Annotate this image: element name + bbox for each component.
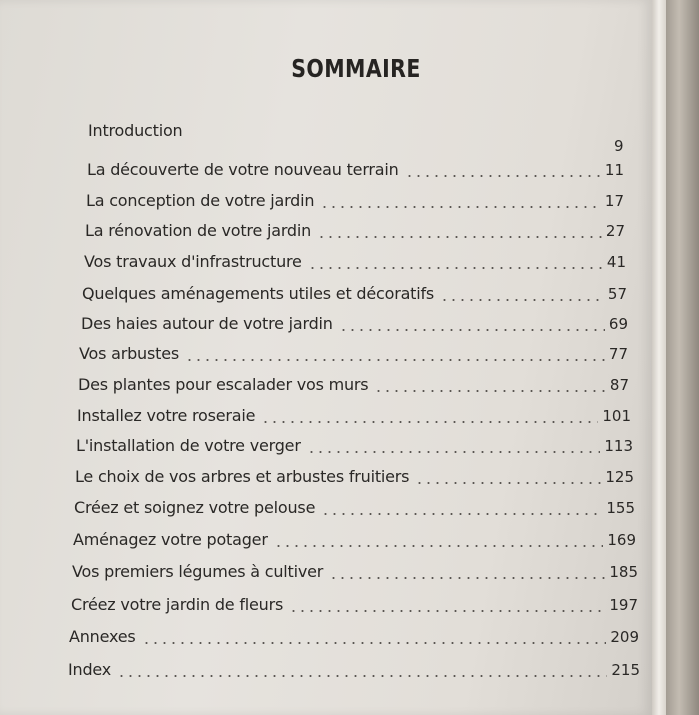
book-binding (666, 0, 699, 715)
toc-page: 11 (604, 161, 624, 179)
dot-leader (185, 359, 605, 361)
toc-row (72, 554, 638, 582)
dot-leader (274, 545, 604, 547)
toc-page: 101 (602, 407, 631, 425)
dot-leader (415, 482, 601, 484)
toc-label: Le choix de vos arbres et arbustes fruitiers (75, 467, 410, 486)
toc-page: 77 (608, 345, 628, 363)
toc-label: L'installation de votre verger (76, 436, 301, 455)
toc-label: Annexes (69, 627, 136, 646)
toc-page: 185 (609, 563, 638, 581)
toc-page: 69 (608, 315, 628, 333)
toc-page: 169 (607, 531, 636, 549)
toc-label: Des haies autour de votre jardin (81, 314, 333, 333)
toc-row (82, 276, 627, 304)
dot-leader (117, 675, 607, 677)
dot-leader (440, 299, 604, 301)
toc-label-introduction: Introduction (88, 121, 183, 140)
toc-row (86, 183, 624, 211)
toc-row (78, 367, 629, 395)
toc-label: La rénovation de votre jardin (85, 221, 312, 240)
dot-leader (329, 577, 605, 579)
dot-leader (307, 451, 601, 453)
dot-leader (308, 267, 603, 269)
toc-label: Index (68, 660, 112, 679)
toc-row (69, 619, 639, 647)
toc-row (74, 490, 635, 518)
toc-page: 209 (610, 628, 639, 646)
toc-label: Vos travaux d'infrastructure (84, 252, 302, 271)
toc-label: La conception de votre jardin (86, 191, 315, 210)
toc-row (77, 398, 631, 426)
toc-row (85, 213, 625, 241)
dot-leader (142, 642, 607, 644)
dot-leader (289, 610, 605, 612)
toc-label: Créez votre jardin de fleurs (71, 595, 284, 614)
toc-row (73, 522, 636, 550)
toc-label: La découverte de votre nouveau terrain (87, 160, 399, 179)
toc-page: 41 (606, 253, 626, 271)
dot-leader (261, 421, 598, 423)
toc-page: 215 (611, 661, 640, 679)
toc-page: 197 (609, 596, 638, 614)
toc-row (75, 459, 634, 487)
dot-leader (321, 513, 602, 515)
page-edges (652, 0, 666, 715)
toc-page: 87 (609, 376, 629, 394)
dot-leader (320, 206, 601, 208)
toc-page: 155 (606, 499, 635, 517)
toc-page-introduction: 9 (614, 137, 624, 155)
page-title: SOMMAIRE (291, 54, 421, 83)
dot-leader (339, 329, 605, 331)
toc-label: Vos premiers légumes à cultiver (72, 562, 324, 581)
toc-page: 57 (607, 285, 627, 303)
toc-row (76, 428, 633, 456)
toc-label: Installez votre roseraie (77, 406, 256, 425)
toc-row (81, 306, 628, 334)
toc-row (84, 244, 626, 272)
toc-page: 27 (605, 222, 625, 240)
toc-label: Vos arbustes (79, 344, 179, 363)
toc-row (87, 152, 624, 180)
toc-row (68, 652, 640, 680)
toc-row (79, 336, 628, 364)
toc-row (71, 587, 638, 615)
dot-leader (405, 175, 601, 177)
toc-page: 113 (604, 437, 633, 455)
dot-leader (317, 236, 602, 238)
toc-label: Des plantes pour escalader vos murs (78, 375, 369, 394)
toc-label: Aménagez votre potager (73, 530, 268, 549)
toc-label: Créez et soignez votre pelouse (74, 498, 316, 517)
toc-label: Quelques aménagements utiles et décoratifs (82, 284, 435, 303)
dot-leader (374, 390, 605, 392)
toc-page: 125 (605, 468, 634, 486)
toc-page: 17 (604, 192, 624, 210)
